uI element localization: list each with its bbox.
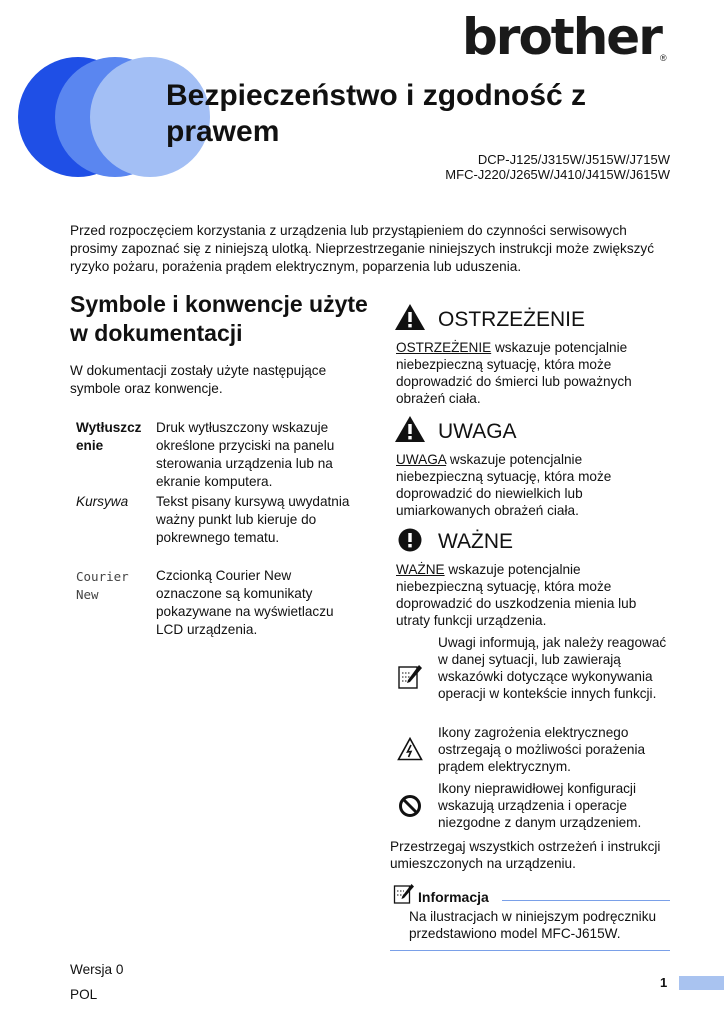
note-pad-icon bbox=[397, 664, 423, 690]
warning-triangle-icon bbox=[394, 303, 426, 331]
prohibited-icon bbox=[398, 794, 422, 818]
term-courier: Courier New bbox=[76, 569, 129, 602]
warning-text: OSTRZEŻENIE wskazuje potencjalnie niebezpieczną sytuację, która może doprowadzić do śmierci lub poważnych obrażeń ciała. bbox=[396, 340, 632, 406]
registered-mark: ® bbox=[660, 53, 667, 63]
section-intro: W dokumentacji zostały użyte następujące symbole oraz konwencje. bbox=[70, 363, 327, 396]
important-circle-icon bbox=[398, 528, 422, 552]
info-bottom-rule bbox=[390, 950, 670, 951]
caution-triangle-icon bbox=[394, 415, 426, 443]
brother-logo: brother bbox=[462, 8, 661, 66]
info-note-icon bbox=[393, 883, 415, 905]
term-bold: Wytłuszcz enie bbox=[76, 420, 142, 453]
important-heading: WAŻNE bbox=[438, 530, 514, 553]
caution-text: UWAGA wskazuje potencjalnie niebezpieczną sytuację, która może doprowadzić do niewielkich lub umiarkowanych obrażeń ciała. bbox=[396, 452, 612, 518]
electrical-hazard-icon bbox=[397, 737, 423, 761]
models-line-1: DCP-J125/J315W/J515W/J715W bbox=[477, 152, 670, 167]
footer-version: Wersja 0 bbox=[70, 962, 124, 977]
page-tab-marker bbox=[679, 976, 724, 990]
desc-courier: Czcionką Courier New oznaczone są komunikaty pokazywane na wyświetlaczu LCD urządzenia. bbox=[156, 568, 334, 637]
desc-italic: Tekst pisany kursywą uwydatnia ważny punkt lub kieruje do pokrewnego tematu. bbox=[156, 494, 350, 545]
page-title: Bezpieczeństwo i zgodność z prawem bbox=[166, 79, 587, 148]
info-title-rule bbox=[502, 900, 670, 901]
electrical-icon-text: Ikony zagrożenia elektrycznego ostrzegają o możliwości porażenia prądem elektrycznym. bbox=[438, 725, 646, 774]
footer-language: POL bbox=[70, 987, 98, 1002]
page-number: 1 bbox=[660, 975, 668, 990]
warning-heading: OSTRZEŻENIE bbox=[438, 308, 586, 331]
prohibited-icon-text: Ikony nieprawidłowej konfiguracji wskazują urządzenia i operacje niezgodne z danym urządzeniem. bbox=[438, 781, 642, 830]
term-italic: Kursywa bbox=[76, 494, 129, 509]
desc-bold: Druk wytłuszczony wskazuje określone przyciski na panelu sterowania urządzenia lub na ekranie komputera. bbox=[156, 420, 335, 489]
models-line-2: MFC-J220/J265W/J410/J415W/J615W bbox=[445, 167, 670, 182]
intro-paragraph: Przed rozpoczęciem korzystania z urządzenia lub przystąpieniem do czynności serwisowych prosimy zapoznać się z niniejszą ulotką. Nieprzestrzeganie niniejszych instrukcji może zwiększyć ryzyko pożaru, porażenia prądem elektrycznym, poparzenia lub uduszenia. bbox=[70, 223, 655, 274]
note-icon-text: Uwagi informują, jak należy reagować w danej sytuacji, lub zawierają wskazówki dotyczące wykonywania operacji w kontekście innych funkcji. bbox=[438, 635, 667, 701]
follow-instructions: Przestrzegaj wszystkich ostrzeżeń i instrukcji umieszczonych na urządzeniu. bbox=[390, 839, 661, 871]
info-text: Na ilustracjach w niniejszym podręczniku przedstawiono model MFC-J615W. bbox=[409, 909, 657, 941]
caution-heading: UWAGA bbox=[438, 420, 517, 443]
info-title: Informacja bbox=[418, 889, 489, 905]
section-title: Symbole i konwencje użyte w dokumentacji bbox=[70, 291, 368, 346]
important-text: WAŻNE wskazuje potencjalnie niebezpieczną sytuację, która może doprowadzić do uszkodzenia mienia lub utraty funkcji urządzenia. bbox=[396, 562, 637, 628]
